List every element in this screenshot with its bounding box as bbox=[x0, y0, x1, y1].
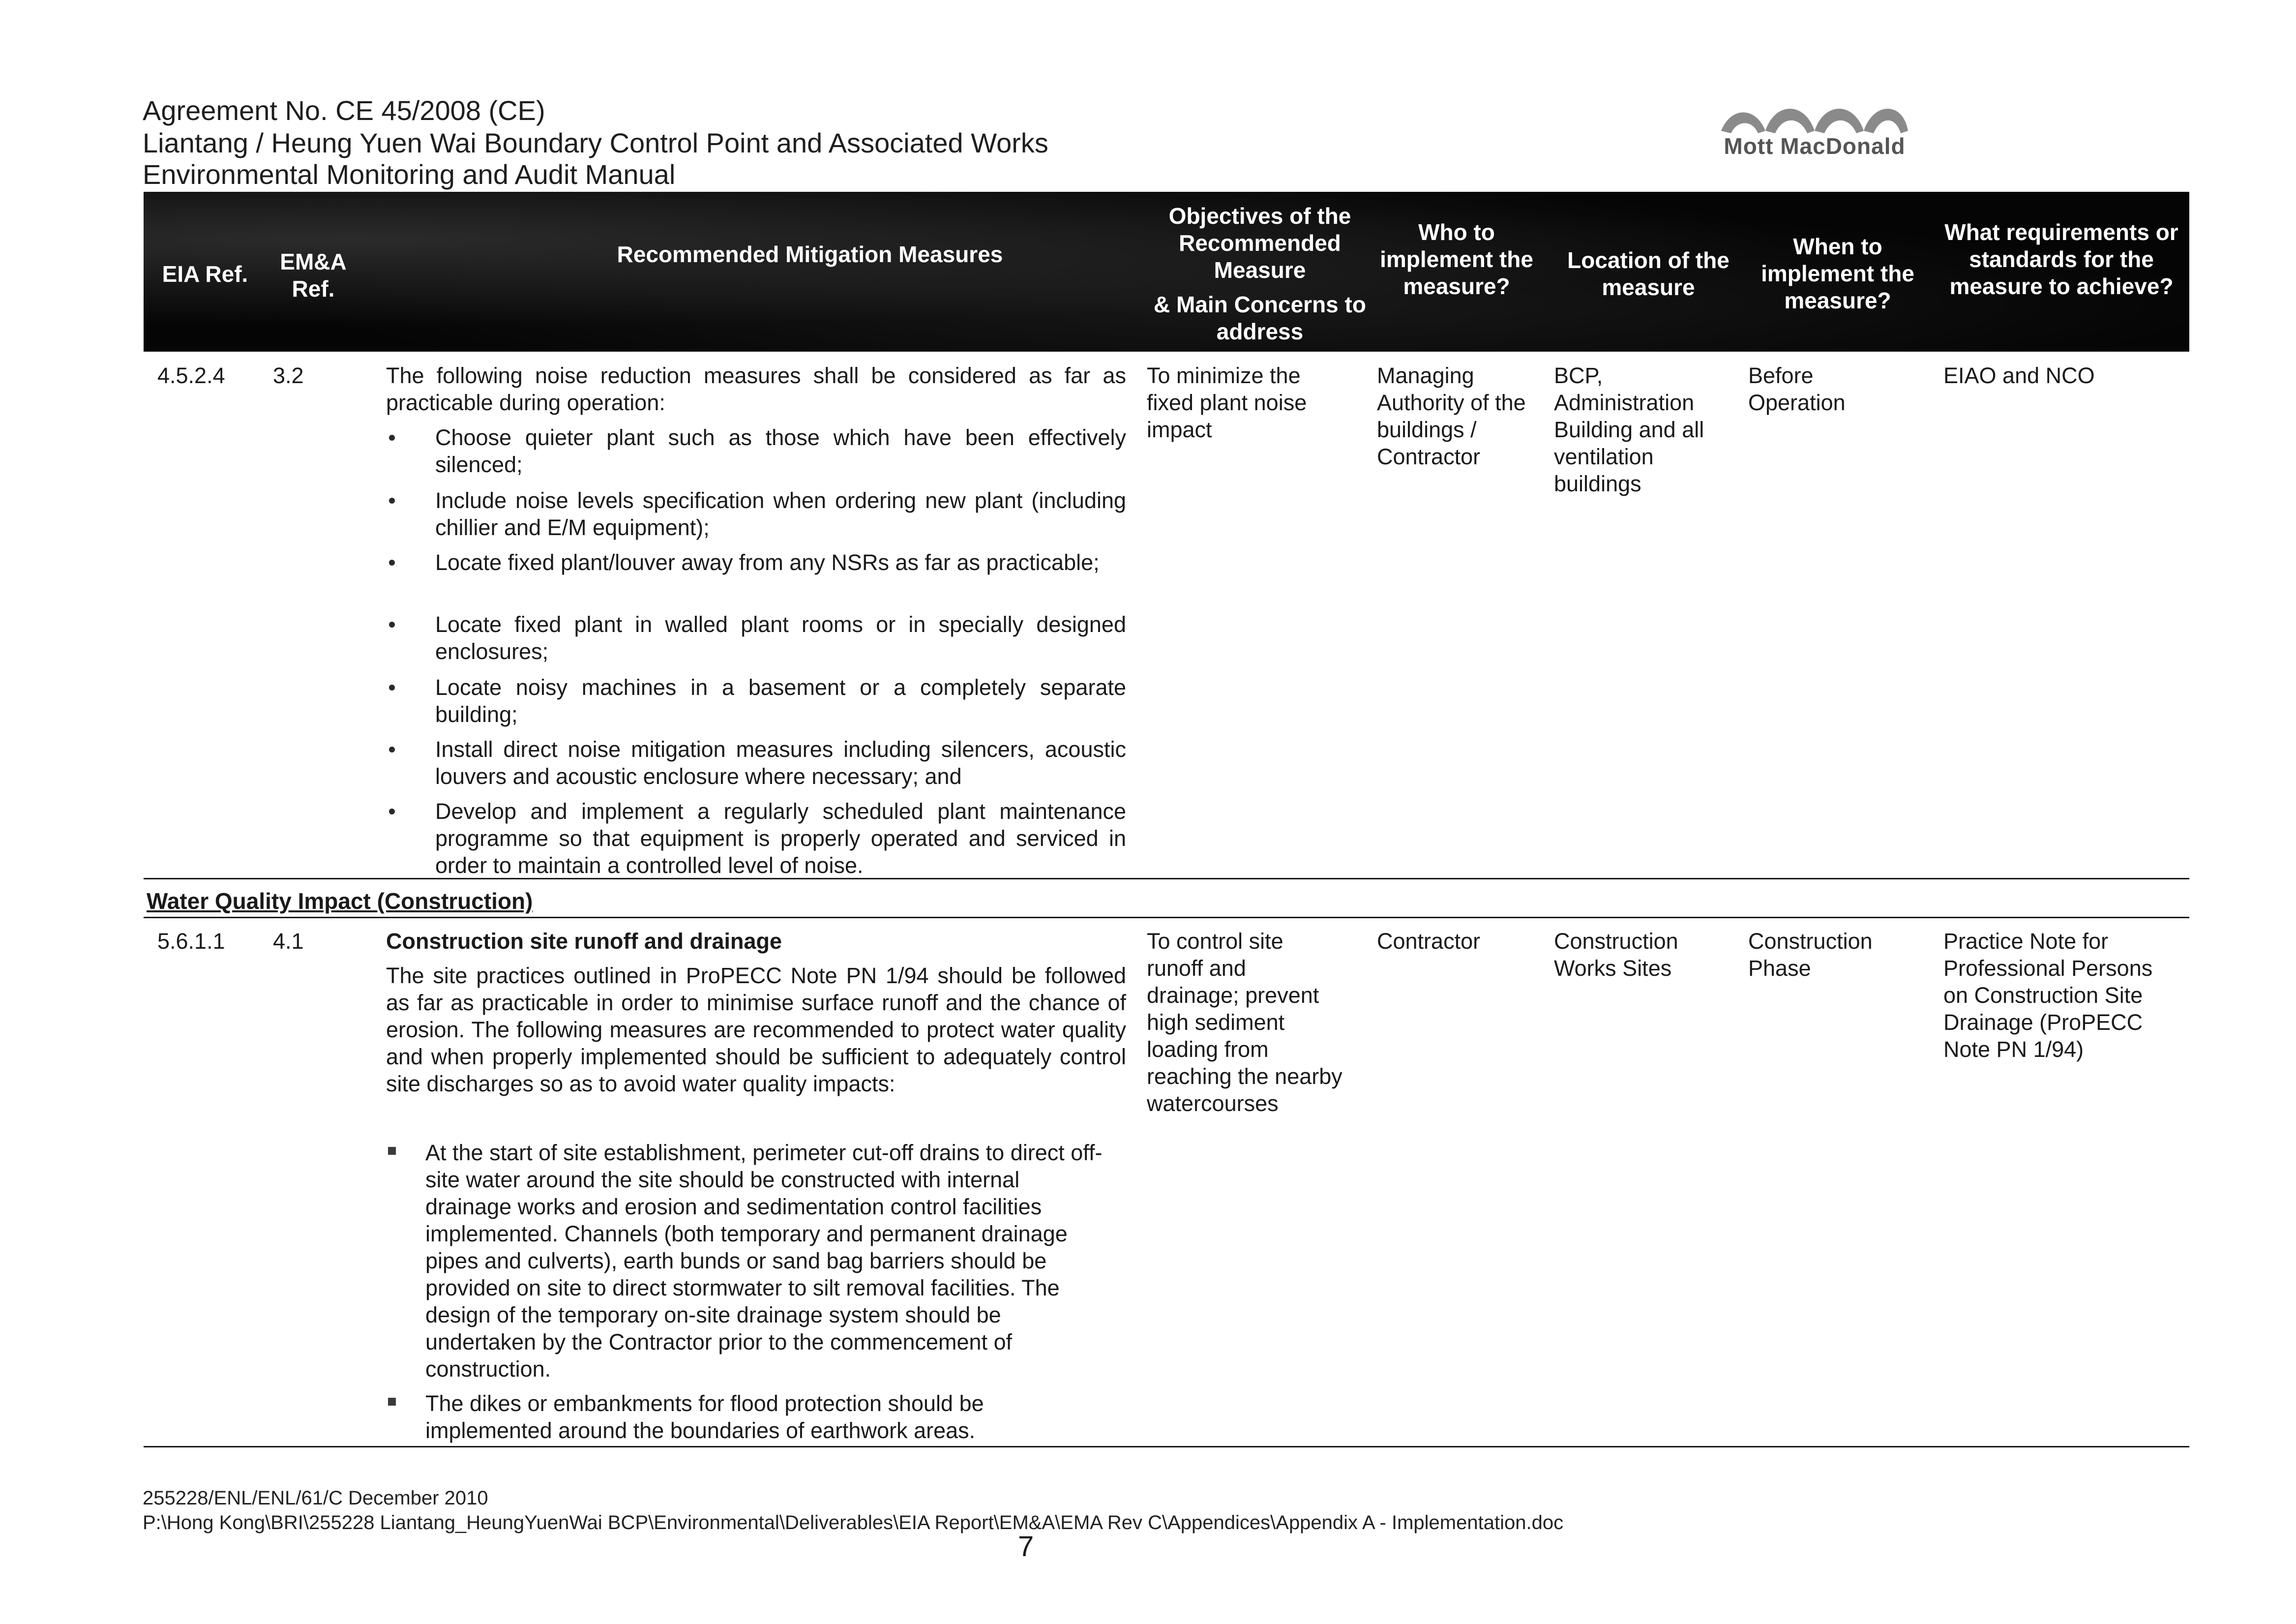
col-measures: Recommended Mitigation Measures bbox=[617, 241, 1003, 267]
footer-reference: 255228/ENL/ENL/61/C December 2010 bbox=[143, 1487, 488, 1509]
footer-file-path: P:\Hong Kong\BRI\255228 Liantang_HeungYuenWai BCP\Environmental\Deliverables\EIA Report\EM&A\EMA Rev C\Appendices\Appendix A - Implementation.doc bbox=[143, 1512, 1564, 1534]
row-divider bbox=[144, 917, 2189, 918]
row2-who: Contractor bbox=[1377, 929, 1481, 954]
row1-bullet: Develop and implement a regularly scheduled plant maintenance programme so that equipment is properly operated and serviced in order to maintain a controlled level of noise. bbox=[435, 798, 1126, 879]
row1-location: BCP, Administration Building and all ventilation buildings bbox=[1554, 363, 1704, 496]
row1-bullet: Locate fixed plant/louver away from any NSRs as far as practicable; bbox=[435, 549, 1126, 576]
row1-bullet: Choose quieter plant such as those which have been effectively silenced; bbox=[435, 424, 1126, 478]
bullet-dot-icon bbox=[389, 560, 395, 566]
row2-bullet: The dikes or embankments for flood protection should be implemented around the boundaries of earthwork areas. bbox=[425, 1390, 1104, 1444]
bullet-dot-icon bbox=[389, 435, 395, 441]
row2-objective: To control site runoff and drainage; prevent high sediment loading from reaching the nearby watercourses bbox=[1147, 929, 1342, 1116]
row1-bullet: Locate fixed plant in walled plant rooms or in specially designed enclosures; bbox=[435, 611, 1126, 665]
page-number: 7 bbox=[1018, 1531, 1034, 1563]
col-ema-ref: EM&A Ref. bbox=[280, 249, 347, 301]
col-location: Location of the measure bbox=[1567, 247, 1729, 300]
agreement-number: Agreement No. CE 45/2008 (CE) bbox=[143, 95, 545, 126]
col-objectives: Objectives of the Recommended Measure bbox=[1168, 203, 1351, 283]
row1-who: Managing Authority of the buildings / Contractor bbox=[1377, 363, 1526, 469]
row1-requirements: EIAO and NCO bbox=[1943, 363, 2095, 388]
row1-intro: The following noise reduction measures shall be considered as far as practicable during operation: bbox=[386, 363, 1126, 415]
col-eia-ref: EIA Ref. bbox=[162, 261, 248, 287]
logo-text: Mott MacDonald bbox=[1724, 133, 1906, 159]
row1-bullet: Install direct noise mitigation measures including silencers, acoustic louvers and acoustic enclosure where necessary; and bbox=[435, 736, 1126, 790]
bullet-dot-icon bbox=[389, 747, 395, 752]
row1-ema-ref: 3.2 bbox=[273, 363, 304, 388]
row2-intro: The site practices outlined in ProPECC Note PN 1/94 should be followed as far as practicable in order to minimise surface runoff and the chance of erosion. The following measures are recommended to protect water quality and when properly implemented should be sufficient to adequately control site discharges so as to avoid water quality impacts: bbox=[386, 963, 1126, 1096]
manual-title: Environmental Monitoring and Audit Manual bbox=[143, 159, 676, 190]
row1-objective: To minimize the fixed plant noise impact bbox=[1147, 363, 1307, 442]
col-who: Who to implement the measure? bbox=[1380, 219, 1533, 299]
col-requirements: What requirements or standards for the measure to achieve? bbox=[1944, 219, 2178, 299]
row2-heading: Construction site runoff and drainage bbox=[386, 929, 782, 954]
col-objectives-sub: & Main Concerns to address bbox=[1154, 292, 1366, 344]
row1-eia-ref: 4.5.2.4 bbox=[157, 363, 225, 388]
row2-when: Construction Phase bbox=[1748, 929, 1873, 981]
table-header bbox=[144, 192, 2189, 352]
row2-location: Construction Works Sites bbox=[1554, 929, 1678, 981]
bullet-dot-icon bbox=[389, 498, 395, 504]
row1-bullet: Include noise levels specification when ordering new plant (including chillier and E/M equipment); bbox=[435, 487, 1126, 541]
project-title: Liantang / Heung Yuen Wai Boundary Control Point and Associated Works bbox=[143, 127, 1048, 158]
row2-bullet: At the start of site establishment, perimeter cut-off drains to direct off-site water around the site should be constructed with internal drainage works and erosion and sedimentation control facilities implemented. Channels (both temporary and permanent drainage pipes and culverts), earth bunds or sand bag barriers should be provided on site to direct stormwater to silt removal facilities. The design of the temporary on-site drainage system should be undertaken by the Contractor prior to the commencement of construction. bbox=[425, 1139, 1104, 1383]
bullet-dot-icon bbox=[389, 685, 395, 691]
table-bottom-rule bbox=[144, 1446, 2189, 1447]
bullet-dot-icon bbox=[389, 622, 395, 628]
row1-when: Before Operation bbox=[1748, 363, 1846, 415]
row-divider bbox=[144, 878, 2189, 879]
bullet-square-icon bbox=[388, 1398, 396, 1406]
section-title-water-quality: Water Quality Impact (Construction) bbox=[147, 888, 533, 914]
row2-requirements: Practice Note for Professional Persons on Construction Site Drainage (ProPECC Note PN 1/94) bbox=[1943, 929, 2153, 1062]
bullet-dot-icon bbox=[389, 809, 395, 814]
row2-ema-ref: 4.1 bbox=[273, 929, 304, 954]
col-when: When to implement the measure? bbox=[1761, 234, 1914, 313]
row2-eia-ref: 5.6.1.1 bbox=[157, 929, 225, 954]
bullet-square-icon bbox=[388, 1147, 396, 1155]
row1-bullet: Locate noisy machines in a basement or a completely separate building; bbox=[435, 674, 1126, 728]
